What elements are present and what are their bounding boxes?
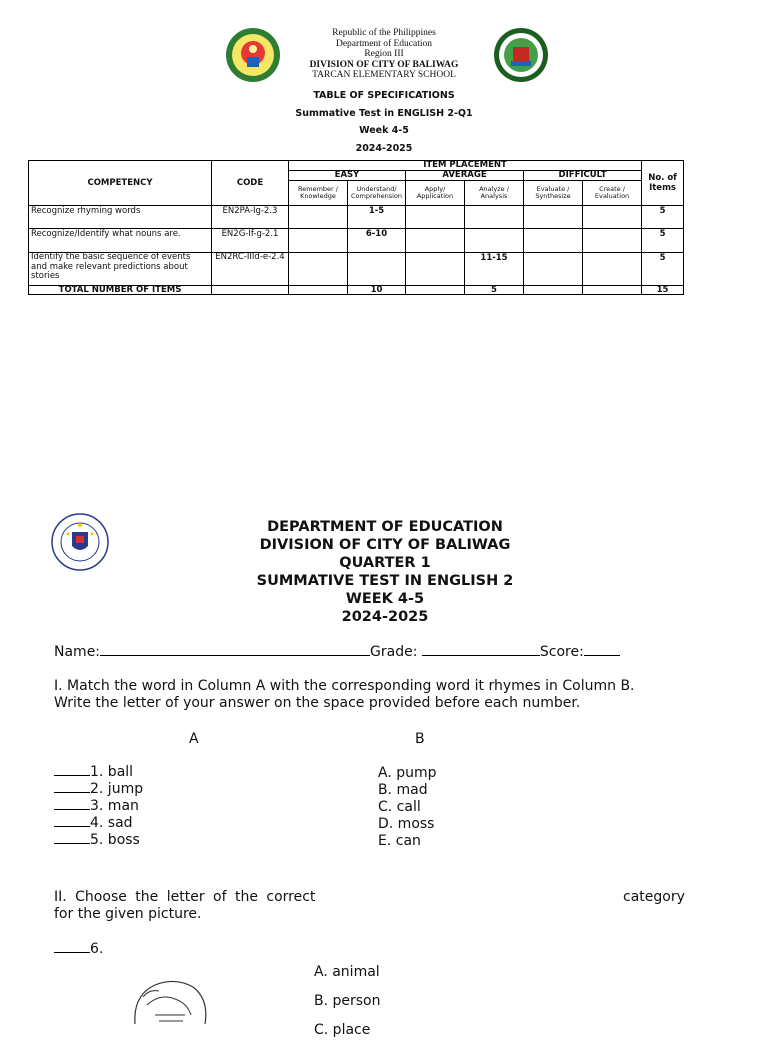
column-b-list <box>378 765 437 850</box>
competency-cell: Recognize/Identify what nouns are. <box>29 229 212 253</box>
column-a-list <box>54 764 143 849</box>
list-item: D. moss <box>378 816 435 832</box>
test-header-deped: DEPARTMENT OF EDUCATION <box>267 519 503 535</box>
part2-instructions-line2: for the given picture. <box>54 906 202 922</box>
name-label: Name: <box>54 644 101 660</box>
choice-b: B. person <box>314 993 381 1009</box>
answer-blank[interactable] <box>54 798 90 810</box>
header-line-school: TARCAN ELEMENTARY SCHOOL <box>312 70 456 80</box>
understand-cell: 6-10 <box>348 229 406 253</box>
header-easy: EASY <box>289 171 406 181</box>
grade-label: Grade: <box>370 644 418 660</box>
analyze-cell <box>465 206 524 229</box>
total-items: 15 <box>642 286 684 295</box>
header-competency: COMPETENCY <box>29 161 212 206</box>
header-line-region: Region III <box>364 49 404 59</box>
answer-blank[interactable] <box>54 781 90 793</box>
choice-c: C. place <box>314 1022 371 1038</box>
subheader-remember: Remember / Knowledge <box>289 181 348 206</box>
question-number: 6. <box>90 941 104 957</box>
total-analyze: 5 <box>465 286 524 295</box>
part2-instructions-b: category <box>623 889 685 905</box>
test-header-title: SUMMATIVE TEST IN ENGLISH 2 <box>256 573 514 589</box>
understand-cell <box>348 253 406 286</box>
list-item: A. pump <box>378 765 437 781</box>
test-header-division: DIVISION OF CITY OF BALIWAG <box>259 537 511 553</box>
letterhead <box>0 28 768 81</box>
tos-year: 2024-2025 <box>355 143 413 154</box>
column-a-heading: A <box>189 731 199 747</box>
test-header-week: WEEK 4-5 <box>345 591 425 607</box>
header-line-republic: Republic of the Philippines <box>332 28 436 38</box>
subheader-create: Create / Evaluation <box>583 181 642 206</box>
subheader-understand: Understand/ Comprehension <box>348 181 406 206</box>
total-understand: 10 <box>348 286 406 295</box>
tos-title: TABLE OF SPECIFICATIONS <box>313 90 455 101</box>
header-line-deped: Department of Education <box>335 38 433 49</box>
part1-line2: Write the letter of your answer on the space provided before each number. <box>54 695 581 711</box>
header-average: AVERAGE <box>406 171 524 181</box>
column-b-heading: B <box>415 731 425 747</box>
list-item: 1. ball <box>54 764 143 781</box>
table-total-row <box>29 286 684 295</box>
question-picture <box>125 975 215 1024</box>
table-row <box>29 253 684 286</box>
subheader-evaluate: Evaluate / Synthesize <box>524 181 583 206</box>
code-cell: EN2RC-IIId-e-2.4 <box>212 253 289 286</box>
tos-week: Week 4-5 <box>359 125 409 136</box>
analyze-cell: 11-15 <box>465 253 524 286</box>
q6-choices <box>314 958 381 1045</box>
competency-cell: Identify the basic sequence of events and make relevant predictions about stories <box>29 253 212 286</box>
test-header-year: 2024-2025 <box>341 609 429 625</box>
part1-line1: I. Match the word in Column A with the corresponding word it rhymes in Column B. <box>54 678 635 694</box>
competency-cell: Recognize rhyming words <box>29 206 212 229</box>
tos-subtitle: Summative Test in ENGLISH 2-Q1 <box>295 108 473 119</box>
table-row <box>29 229 684 253</box>
part1-instructions <box>54 678 744 712</box>
test-header <box>180 518 590 626</box>
part2-instructions-a: II. Choose the letter of the correct <box>54 889 316 905</box>
test-header-quarter: QUARTER 1 <box>339 555 431 571</box>
items-cell: 5 <box>642 206 684 229</box>
header-difficult: DIFFICULT <box>524 171 642 181</box>
header-item-placement: ITEM PLACEMENT <box>289 161 642 171</box>
total-label: TOTAL NUMBER OF ITEMS <box>29 286 212 295</box>
deped-seal-logo <box>50 512 110 572</box>
question-6 <box>54 941 103 958</box>
list-item: C. call <box>378 799 421 815</box>
code-cell: EN2G-If-g-2.1 <box>212 229 289 253</box>
analyze-cell <box>465 229 524 253</box>
header-no-items: No. of Items <box>642 161 684 206</box>
table-row <box>29 206 684 229</box>
items-cell: 5 <box>642 229 684 253</box>
grade-blank[interactable] <box>422 643 540 656</box>
answer-blank[interactable] <box>54 764 90 776</box>
header-line-division: DIVISION OF CITY OF BALIWAG <box>309 59 459 70</box>
subheader-analyze: Analyze / Analysis <box>465 181 524 206</box>
items-cell: 5 <box>642 253 684 286</box>
list-item: B. mad <box>378 782 428 798</box>
code-cell: EN2PA-Ig-2.3 <box>212 206 289 229</box>
choice-a: A. animal <box>314 964 380 980</box>
specification-table <box>28 160 684 295</box>
list-item: 3. man <box>54 798 143 815</box>
list-item: 2. jump <box>54 781 143 798</box>
subheader-apply: Apply/ Application <box>406 181 465 206</box>
student-info-line <box>54 643 620 661</box>
answer-blank[interactable] <box>54 941 90 953</box>
answer-blank[interactable] <box>54 815 90 827</box>
header-code: CODE <box>212 161 289 206</box>
list-item: E. can <box>378 833 421 849</box>
score-blank[interactable] <box>584 643 620 656</box>
list-item: 5. boss <box>54 832 143 849</box>
list-item: 4. sad <box>54 815 143 832</box>
understand-cell: 1-5 <box>348 206 406 229</box>
answer-blank[interactable] <box>54 832 90 844</box>
score-label: Score: <box>539 644 584 660</box>
name-blank[interactable] <box>100 643 370 656</box>
